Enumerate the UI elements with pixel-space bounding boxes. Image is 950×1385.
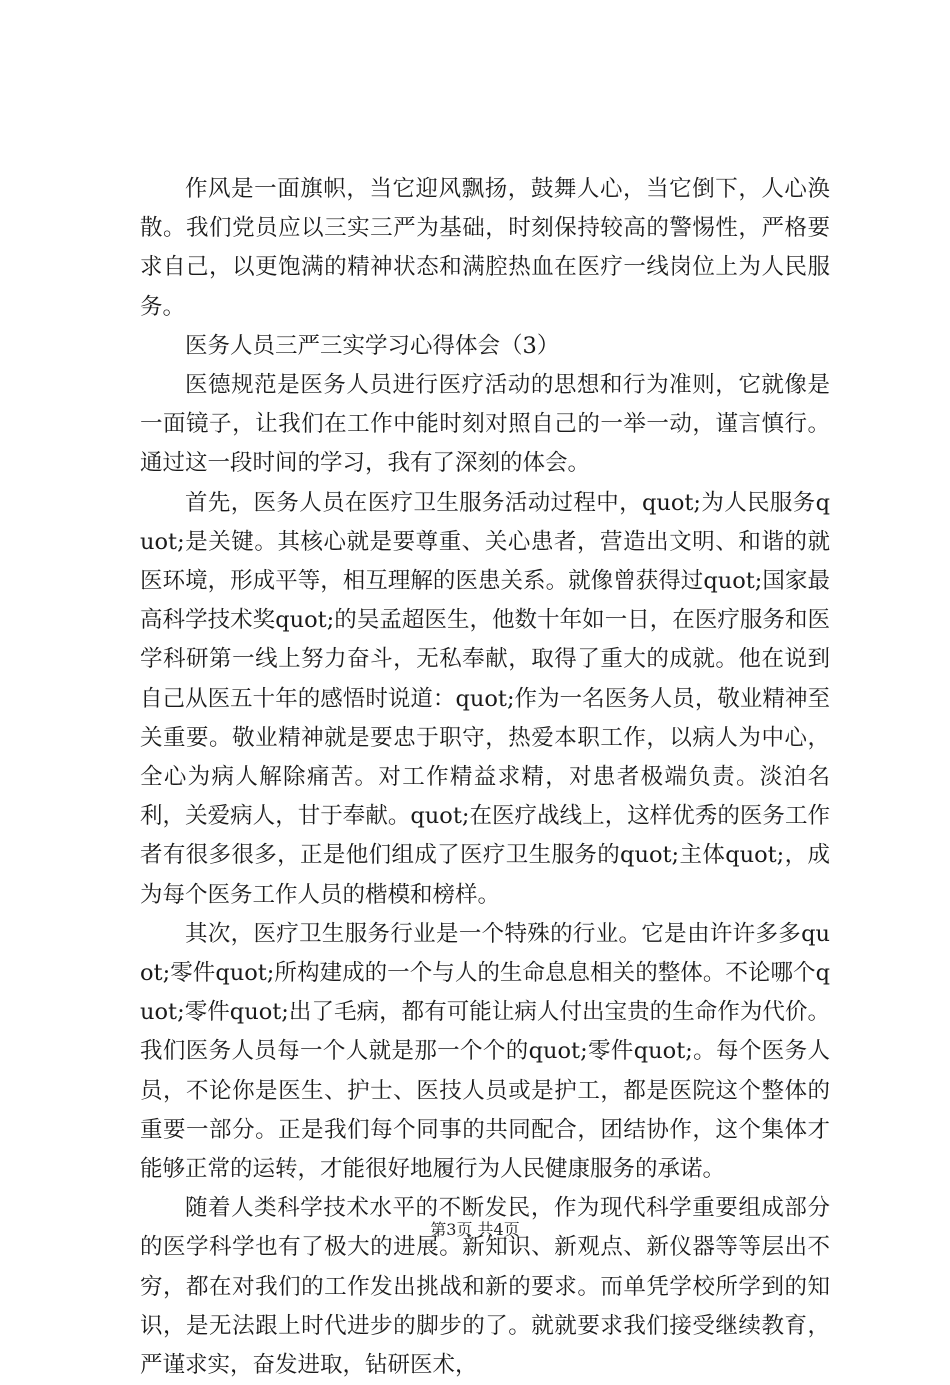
section-heading: 医务人员三严三实学习心得体会（3） — [185, 332, 560, 359]
paragraph-second-point: 其次，医疗卫生服务行业是一个特殊的行业。它是由许许多多quot;零件quot;所构建成的一个与人的生命息息相关的整体。不论哪个quot;零件quot;出了毛病，都有可能让病人付出宝贵的生命作为代价。我们医务人员每一个人就是那一个个的quot;零件quot;。每个医务人员，不论你是医生、护士、医技人员或是护工，都是医院这个整体的重要一部分。正是我们每个同事的共同配合，团结协作，这个集体才能够正常的运转，才能很好地履行为人民健康服务的承诺。 — [140, 920, 830, 1183]
document-body — [140, 170, 830, 1385]
paragraph-progress: 随着人类科学技术水平的不断发民，作为现代科学重要组成部分的医学科学也有了极大的进展。新知识、新观点、新仪器等等层出不穷，都在对我们的工作发出挑战和新的要求。而单凭学校所学到的知识，是无法跟上时代进步的脚步的了。就就要求我们接受继续教育，严谨求实，奋发进取，钻研医术， — [140, 1195, 830, 1379]
page-footer: 第3页 共4页 — [430, 1220, 520, 1239]
paragraph-work-style: 作风是一面旗帜，当它迎风飘扬，鼓舞人心，当它倒下，人心涣散。我们党员应以三实三严为基础，时刻保持较高的警惕性，严格要求自己，以更饱满的精神状态和满腔热血在医疗一线岗位上为人民服务。 — [140, 176, 830, 320]
paragraph-medical-ethics: 医德规范是医务人员进行医疗活动的思想和行为准则，它就像是一面镜子，让我们在工作中能时刻对照自己的一举一动，谨言慎行。通过这一段时间的学习，我有了深刻的体会。 — [140, 372, 830, 477]
paragraph-first-point: 首先，医务人员在医疗卫生服务活动过程中，quot;为人民服务quot;是关键。其核心就是要尊重、关心患者，营造出文明、和谐的就医环境，形成平等，相互理解的医患关系。就像曾获得过quot;国家最高科学技术奖quot;的吴孟超医生，他数十年如一日，在医疗服务和医学科研第一线上努力奋斗，无私奉献，取得了重大的成就。他在说到自己从医五十年的感悟时说道：quot;作为一名医务人员，敬业精神至关重要。敬业精神就是要忠于职守，热爱本职工作，以病人为中心，全心为病人解除痛苦。对工作精益求精，对患者极端负责。淡泊名利，关爱病人，甘于奉献。quot;在医疗战线上，这样优秀的医务工作者有很多很多，正是他们组成了医疗卫生服务的quot;主体quot;，成为每个医务工作人员的楷模和榜样。 — [140, 489, 830, 908]
